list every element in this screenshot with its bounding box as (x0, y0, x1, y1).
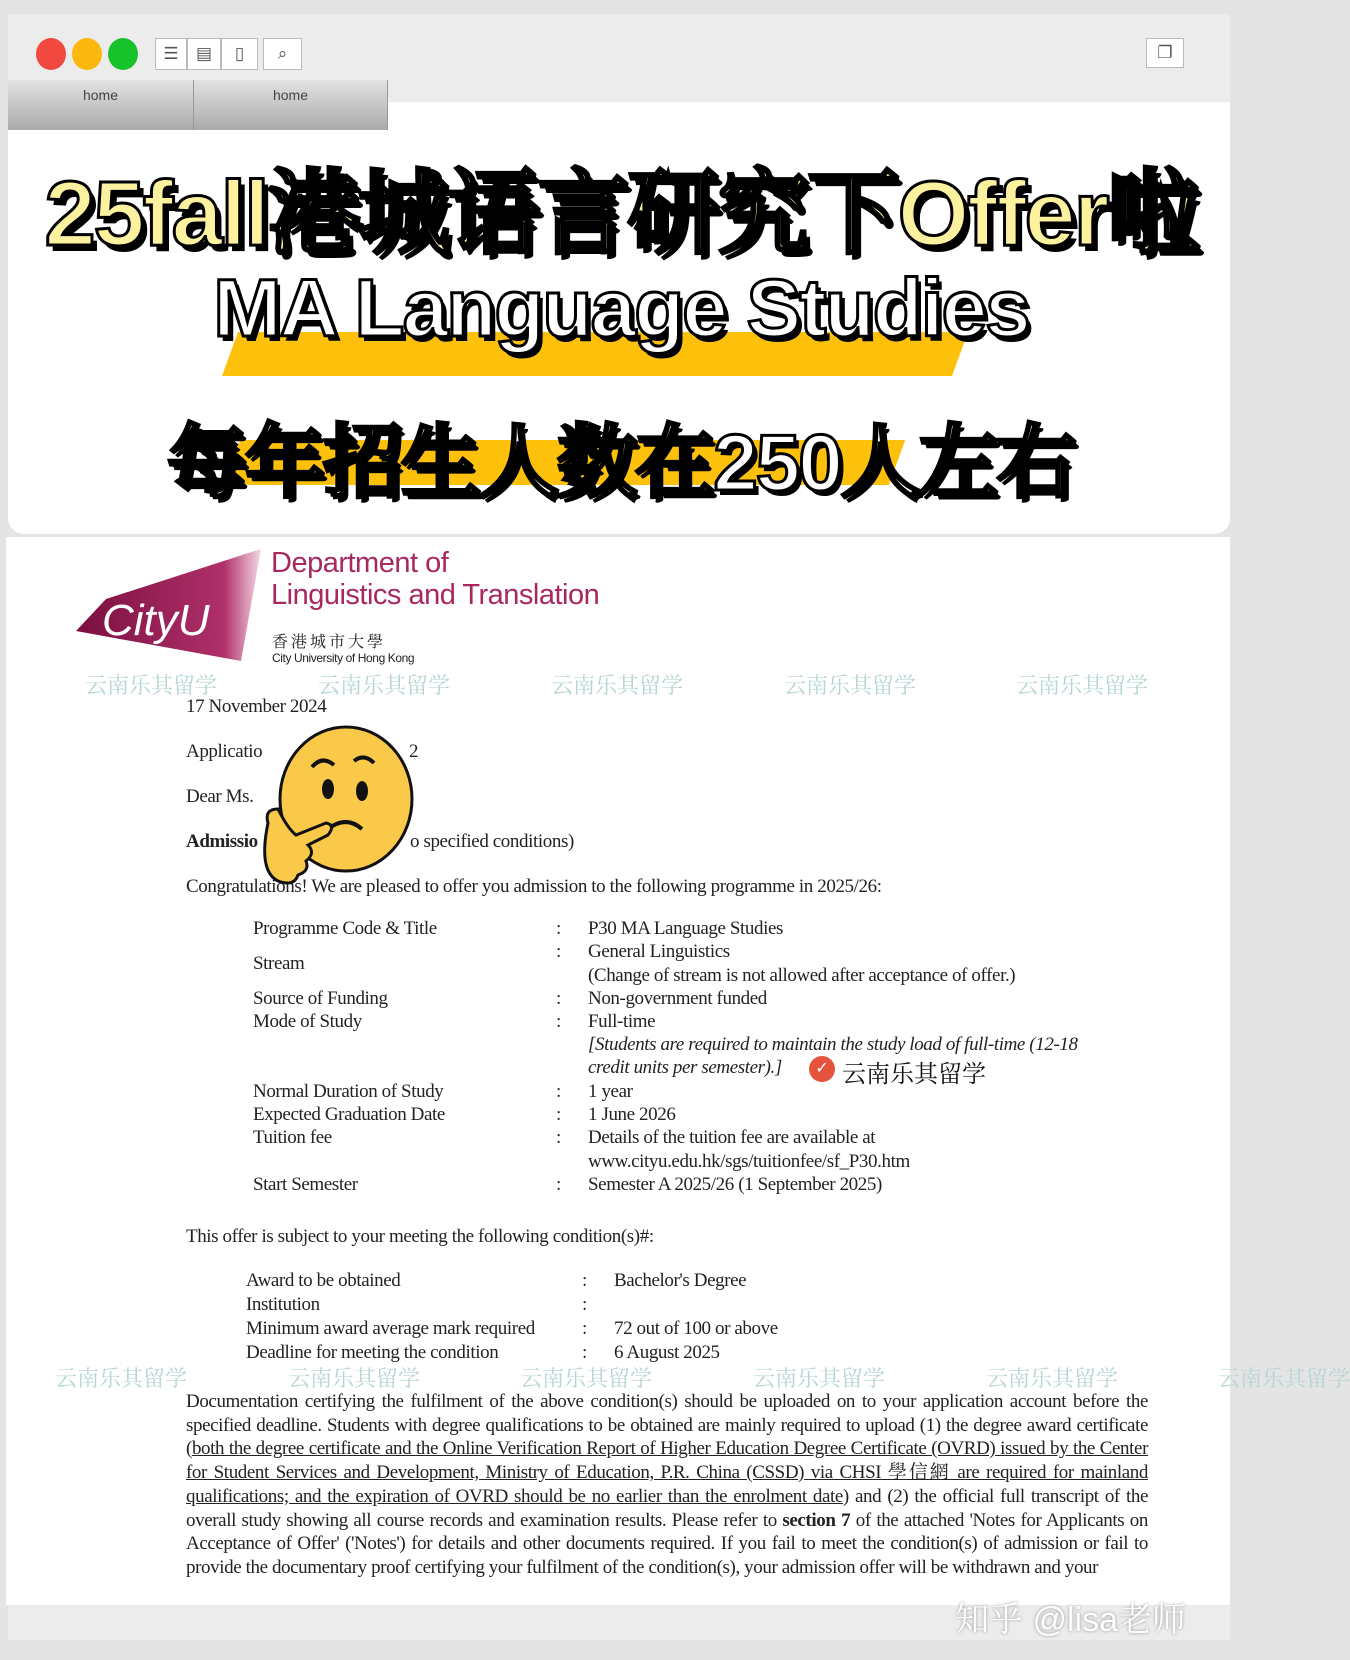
univ-cn: 香港城市大學 (272, 634, 387, 651)
label-programme: Programme Code & Title (253, 918, 437, 939)
value-min-mark: 72 out of 100 or above (614, 1318, 778, 1339)
colon: : (582, 1270, 587, 1291)
label-mode: Mode of Study (253, 1011, 362, 1032)
conditions-paragraph (186, 1390, 1148, 1580)
value-tuition: Details of the tuition fee are available at (588, 1127, 876, 1148)
label-award: Award to be obtained (246, 1270, 401, 1291)
watermark: 云南乐其留学 (55, 1366, 188, 1391)
congrats-text: Congratulations! We are pleased to offer you admission to the following programme in 2025/26: (186, 876, 882, 897)
map-icon[interactable]: ▯ (221, 38, 258, 70)
para-underlined: both the degree certificate and the Online Verification Report of Higher Education Degree Certificate (OVRD) issued by the Center for Student Services and Development, Ministry of Education, P.R. China (CSSD) via CHSI 學信網 are required for mainland qualifications; and the expiration of OVRD should be no earlier than the enrolment date (186, 1438, 1148, 1507)
label-duration: Normal Duration of Study (253, 1081, 444, 1102)
label-funding: Source of Funding (253, 988, 388, 1009)
headline-subtitle: MA Language Studies (213, 263, 1029, 354)
mode-note-1: [Students are required to maintain the study load of full-time (12-18 (588, 1034, 1078, 1055)
cityu-logo (76, 549, 266, 661)
maximize-button[interactable] (108, 38, 138, 70)
watermark: 云南乐其留学 (85, 673, 218, 698)
value-duration: 1 year (588, 1081, 633, 1102)
value-start: Semester A 2025/26 (1 September 2025) (588, 1174, 882, 1195)
tuition-link[interactable]: www.cityu.edu.hk/sgs/tuitionfee/sf_P30.htm (588, 1151, 910, 1172)
watermark: 云南乐其留学 (551, 673, 684, 698)
label-institution: Institution (246, 1294, 320, 1315)
detail-list-icon[interactable]: ▤ (187, 38, 221, 70)
label-min-mark: Minimum award average mark required (246, 1318, 535, 1339)
watermark: 云南乐其留学 (520, 1366, 653, 1391)
headline-note: 每年招生人数在250人左右 (167, 418, 1075, 507)
colon: : (556, 1081, 561, 1102)
application-tail: 2 (409, 741, 419, 762)
watermark: 云南乐其留学 (753, 1366, 886, 1391)
badge-text: 云南乐其留学 (842, 1061, 986, 1088)
dept-line1: Department of (271, 547, 449, 579)
zhihu-watermark: 知乎 @lisa老师 (955, 1601, 1186, 1639)
condition-intro: This offer is subject to your meeting the following condition(s)#: (186, 1226, 654, 1247)
colon: : (556, 1174, 561, 1195)
check-badge-icon: ✓ (809, 1056, 835, 1082)
application-no: Applicatio (186, 741, 263, 762)
salutation: Dear Ms. (186, 786, 254, 807)
offer-letter (6, 537, 1350, 1605)
letter-date: 17 November 2024 (186, 696, 327, 717)
univ-en: City University of Hong Kong (272, 651, 415, 665)
admission-heading-tail: o specified conditions) (410, 831, 574, 852)
watermark: 云南乐其留学 (318, 673, 451, 698)
headline-title: 25fall港城语言研究下Offer啦 (44, 163, 1198, 265)
colon: : (582, 1294, 587, 1315)
colon: : (582, 1318, 587, 1339)
watermark: 云南乐其留学 (288, 1366, 421, 1391)
value-mode: Full-time (588, 1011, 656, 1032)
watermark: 云南乐其留学 (784, 673, 917, 698)
minimize-button[interactable] (72, 38, 102, 70)
value-funding: Non-government funded (588, 988, 767, 1009)
value-programme: P30 MA Language Studies (588, 918, 784, 939)
close-button[interactable] (36, 38, 66, 70)
colon: : (556, 1011, 561, 1032)
tab-home-1[interactable]: home (8, 80, 194, 130)
para-text: Documentation certifying the fulfilment of the above condition(s) should be uploaded on to your application account before the specified deadline. Students with degree qualifications to be obtained are mainly required to upload (1) the degree award certificate ( (186, 1391, 1148, 1460)
para-text: of the attached 'Notes for Applicants on Acceptance of Offer' ('Notes') for details and other documents required. If you fail to meet the condition(s) of admission or fail to provide the documentary proof certifying your fulfilment of the condition(s), your admission offer will be withdrawn and your (186, 1509, 1148, 1578)
colon: : (582, 1342, 587, 1363)
colon: : (556, 1104, 561, 1125)
colon: : (556, 988, 561, 1009)
stream-note: (Change of stream is not allowed after acceptance of offer.) (588, 965, 1016, 986)
watermark: 云南乐其留学 (1218, 1366, 1350, 1391)
label-stream: Stream (253, 953, 305, 974)
label-tuition: Tuition fee (253, 1127, 332, 1148)
search-icon[interactable]: ⌕ (263, 38, 302, 70)
label-start: Start Semester (253, 1174, 358, 1195)
watermark: 云南乐其留学 (986, 1366, 1119, 1391)
tab-home-2[interactable]: home (194, 80, 388, 130)
value-deadline: 6 August 2025 (614, 1342, 720, 1363)
colon: : (556, 918, 561, 939)
value-award: Bachelor's Degree (614, 1270, 747, 1291)
label-deadline: Deadline for meeting the condition (246, 1342, 499, 1363)
watermark: 云南乐其留学 (1016, 673, 1149, 698)
list-icon[interactable]: ☰ (155, 38, 187, 70)
admission-heading: Admissio (186, 831, 258, 852)
dept-line2: Linguistics and Translation (271, 579, 600, 611)
mode-note-2: credit units per semester).] (588, 1057, 782, 1078)
label-graduation: Expected Graduation Date (253, 1104, 445, 1125)
para-text: ) and (2) the official full transcript of the overall study showing all course records and examination results. Please refer to (186, 1485, 1148, 1531)
value-stream: General Linguistics (588, 941, 730, 962)
para-bold: section 7 (782, 1509, 851, 1531)
window-restore-icon[interactable]: ❐ (1146, 38, 1184, 68)
value-graduation: 1 June 2026 (588, 1104, 676, 1125)
colon: : (556, 941, 561, 962)
colon: : (556, 1127, 561, 1148)
svg-text:CityU: CityU (102, 596, 210, 645)
thinking-face-icon (258, 723, 428, 883)
